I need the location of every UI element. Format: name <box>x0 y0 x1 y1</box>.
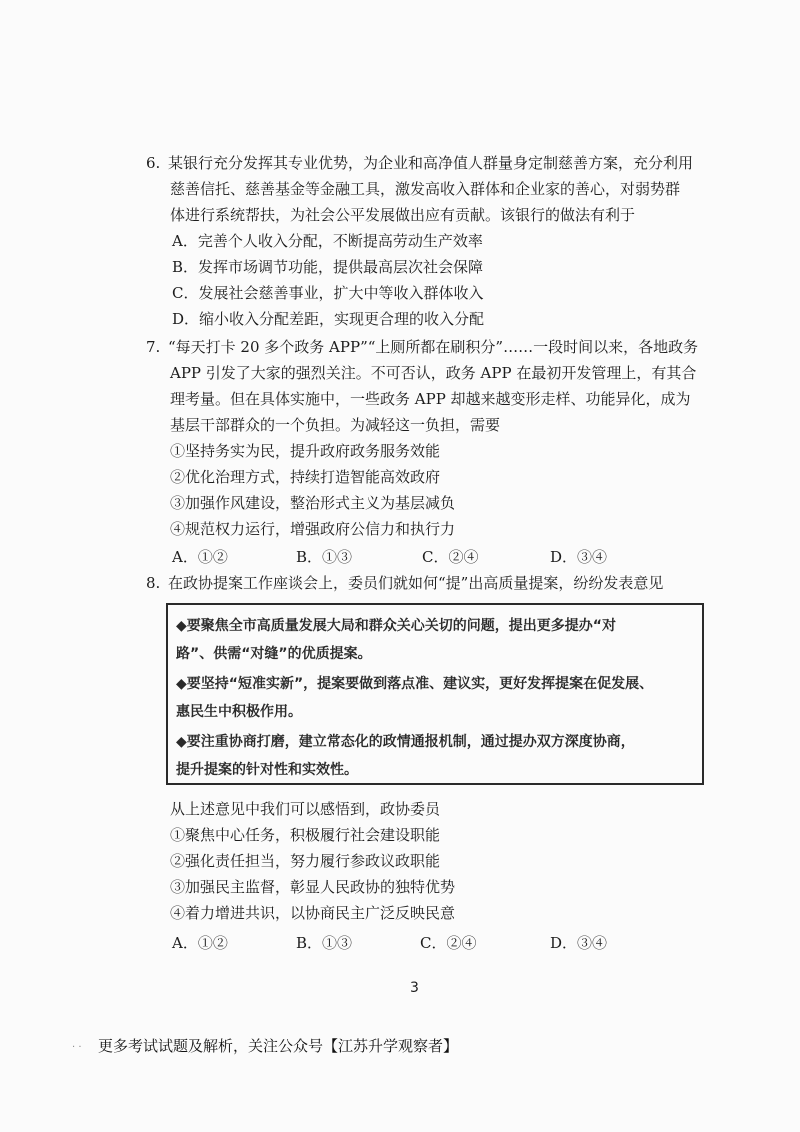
q8-statement-3: ③加强民主监督，彰显人民政协的独特优势 <box>170 878 456 896</box>
q8-choice-d: D．③④ <box>550 934 608 952</box>
q7-statement-4: ④规范权力运行，增强政府公信力和执行力 <box>170 520 456 538</box>
q8-statement-4: ④着力增进共识，以协商民主广泛反映民意 <box>170 904 456 922</box>
q6-option-c: C．发展社会慈善事业，扩大中等收入群体收入 <box>172 284 484 302</box>
scan-speck: · · <box>72 1042 82 1053</box>
q6-number: 6. <box>146 154 161 172</box>
q7-statement-3: ③加强作风建设，整治形式主义为基层减负 <box>170 494 456 512</box>
q7-line-1: “每天打卡 20 多个政务 APP”“上厕所都在刷积分”……一段时间以来，各地政务 <box>168 338 699 356</box>
q7-choice-b: B．①③ <box>296 548 353 566</box>
q6-line-1: 某银行充分发挥其专业优势，为企业和高净值人群量身定制慈善方案，充分利用 <box>168 154 694 172</box>
q8-box-line-3: ◆要坚持“短准实新”，提案要做到落点准、建议实，更好发挥提案在促发展、 <box>176 676 654 692</box>
q6-line-3: 体进行系统帮扶，为社会公平发展做出应有贡献。该银行的做法有利于 <box>170 206 636 224</box>
q8-intro: 在政协提案工作座谈会上，委员们就如何“提”出高质量提案，纷纷发表意见 <box>168 574 664 592</box>
q8-opinion-box <box>166 603 704 785</box>
q7-line-3: 理考量。但在具体实施中，一些政务 APP 却越来越变形走样、功能异化，成为 <box>170 390 691 408</box>
q8-number: 8. <box>146 574 161 592</box>
q8-box-line-2: 路”、供需“对缝”的优质提案。 <box>176 646 372 662</box>
q7-number: 7. <box>146 338 161 356</box>
q7-line-4: 基层干部群众的一个负担。为减轻这一负担，需要 <box>170 416 501 434</box>
q7-choice-d: D．③④ <box>550 548 608 566</box>
q7-statement-1: ①坚持务实为民，提升政府政务服务效能 <box>170 442 441 460</box>
page-number: 3 <box>410 980 419 996</box>
q7-line-2: APP 引发了大家的强烈关注。不可否认，政务 APP 在最初开发管理上，有其合 <box>170 364 697 382</box>
q6-option-a: A．完善个人收入分配，不断提高劳动生产效率 <box>172 232 483 250</box>
q8-box-line-1: ◆要聚焦全市高质量发展大局和群众关心关切的问题，提出更多提办“对 <box>176 618 616 634</box>
q8-statement-2: ②强化责任担当，努力履行参政议政职能 <box>170 852 441 870</box>
q6-option-d: D．缩小收入分配差距，实现更合理的收入分配 <box>172 310 485 328</box>
q8-after-box: 从上述意见中我们可以感悟到，政协委员 <box>170 800 441 818</box>
footer-note: 更多考试试题及解析，关注公众号【江苏升学观察者】 <box>98 1037 459 1055</box>
q6-option-b: B．发挥市场调节功能，提供最高层次社会保障 <box>172 258 484 276</box>
q8-box-line-4: 惠民生中积极作用。 <box>176 704 302 720</box>
q7-choice-c: C．②④ <box>422 548 479 566</box>
q8-choice-a: A．①② <box>172 934 228 952</box>
q8-statement-1: ①聚焦中心任务，积极履行社会建设职能 <box>170 826 441 844</box>
q8-box-line-5: ◆要注重协商打磨，建立常态化的政情通报机制，通过提办双方深度协商， <box>176 734 635 750</box>
q6-line-2: 慈善信托、慈善基金等金融工具，激发高收入群体和企业家的善心，对弱势群 <box>170 180 681 198</box>
q8-choice-c: C．②④ <box>420 934 477 952</box>
q8-choice-b: B．①③ <box>296 934 353 952</box>
q7-statement-2: ②优化治理方式，持续打造智能高效政府 <box>170 468 441 486</box>
q7-choice-a: A．①② <box>172 548 228 566</box>
q8-box-line-6: 提升提案的针对性和实效性。 <box>176 762 358 778</box>
